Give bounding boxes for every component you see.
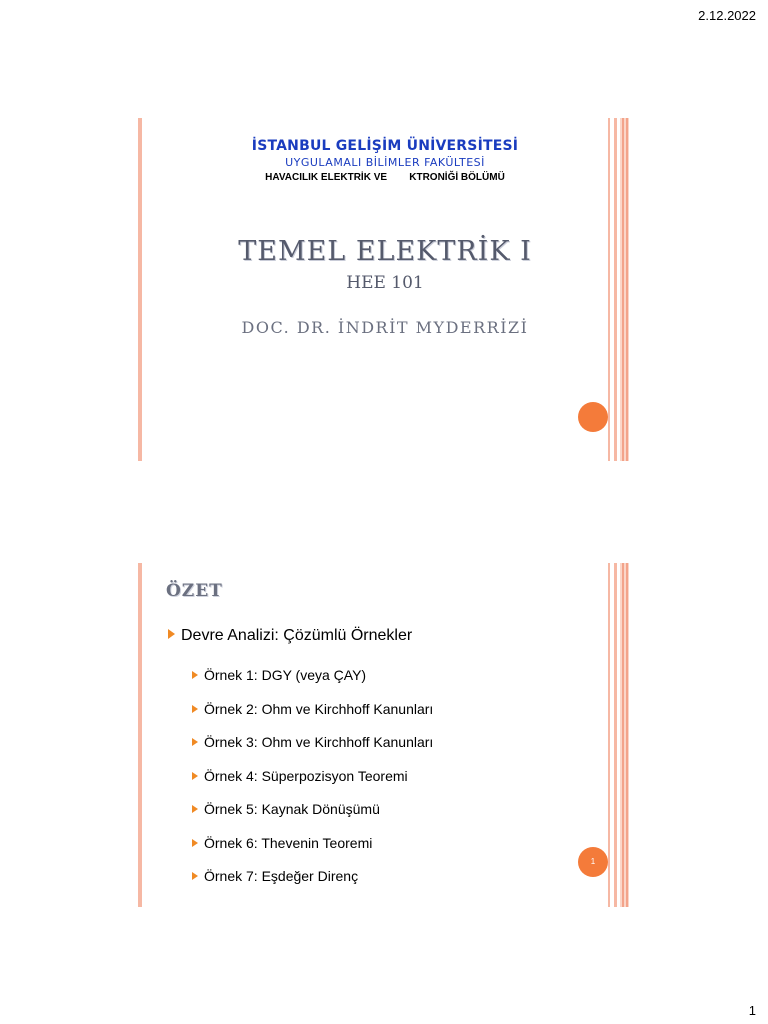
header-date: 2.12.2022: [698, 8, 756, 23]
slide-right-border: [608, 563, 632, 907]
main-bullet-label: Devre Analizi: Çözümlü Örnekler: [181, 627, 413, 644]
list-item-label: Örnek 2: Ohm ve Kirchhoff Kanunları: [204, 700, 434, 717]
list-item: [192, 801, 433, 835]
summary-slide: [138, 563, 632, 907]
list-item: [192, 868, 433, 902]
instructor-name: DOC. DR. İNDRİT MYDERRİZİ: [241, 318, 529, 337]
course-code: HEE 101: [346, 273, 424, 293]
slide-number-badge: 1: [578, 847, 608, 877]
list-item: [192, 835, 433, 869]
list-item-label: Örnek 1: DGY (veya ÇAY): [204, 667, 367, 683]
slide-number-badge: [578, 402, 608, 432]
arrow-bullet-icon: [192, 839, 198, 847]
arrow-bullet-icon: [168, 629, 175, 639]
title-slide: [138, 118, 632, 461]
list-item: [192, 734, 433, 768]
faculty-name: UYGULAMALI BİLİMLER FAKÜLTESİ: [285, 156, 485, 169]
list-item: [192, 701, 433, 735]
main-bullet: [168, 627, 412, 645]
list-item: [192, 667, 433, 701]
slide-left-border: [138, 563, 142, 907]
list-item-label: Örnek 4: Süperpozisyon Teoremi: [204, 767, 408, 784]
course-title: TEMEL ELEKTRİK I: [238, 236, 532, 267]
arrow-bullet-icon: [192, 705, 198, 713]
arrow-bullet-icon: [192, 772, 198, 780]
example-list: [192, 667, 433, 902]
department-name: HAVACILIK ELEKTRİK VE KTRONİĞİ BÖLÜMÜ: [265, 172, 505, 183]
list-item-label: Örnek 6: Thevenin Teoremi: [204, 834, 373, 851]
arrow-bullet-icon: [192, 805, 198, 813]
page-number: 1: [748, 1003, 756, 1018]
list-item-label: Örnek 7: Eşdeğer Direnç: [204, 868, 359, 884]
arrow-bullet-icon: [192, 872, 198, 880]
arrow-bullet-icon: [192, 671, 198, 679]
list-item-label: Örnek 3: Ohm ve Kirchhoff Kanunları: [204, 734, 434, 750]
arrow-bullet-icon: [192, 738, 198, 746]
list-item-label: Örnek 5: Kaynak Dönüşümü: [204, 801, 380, 817]
university-name: İSTANBUL GELİŞİM ÜNİVERSİTESİ: [251, 138, 519, 154]
list-item: [192, 768, 433, 802]
summary-title: ÖZET: [166, 581, 223, 601]
